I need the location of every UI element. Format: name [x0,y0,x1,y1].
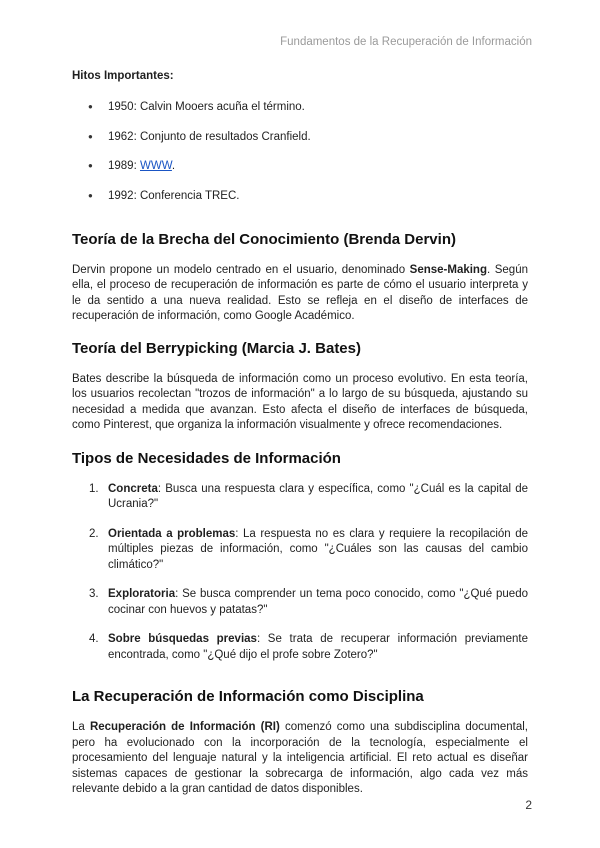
page-number: 2 [525,798,532,812]
running-header: Fundamentos de la Recuperación de Información [280,36,532,48]
needs-list [72,482,528,664]
list-item: 2. Orientada a problemas: La respuesta no es clara y requiere la recopilación de múltiples piezas de información, como "¿Cuáles son las causas del cambio climático?" [89,527,529,571]
discipline-paragraph: La Recuperación de Información (RI) comenzó como una subdisciplina documental, pero ha evolucionado con la incorporación de la tecnología, especialmente el procesamiento del lenguaje natural y la inteligencia artificial. El reto actual es diseñar sistemas capaces de gestionar la sobrecarga de información, algo cada vez más relevante debido a la gran cantidad de datos disponibles. [72,721,528,795]
list-item: 4. Sobre búsquedas previas: Se trata de recuperar información previamente encontrada, como "¿Qué dijo el profe sobre Zotero?" [89,633,528,661]
list-item: ● 1989: WWW. [72,159,528,173]
dervin-paragraph: Dervin propone un modelo centrado en el usuario, denominado Sense-Making. Según ella, el proceso de recuperación de información es parte de cómo el usuario interpreta y le da sentido a una nueva realidad. Esto se refleja en el diseño de interfaces de recuperación de información, como Google Académico. [72,263,528,322]
dervin-heading: Teoría de la Brecha del Conocimiento (Brenda Dervin) [72,230,456,248]
milestones-title: Hitos Importantes: [72,70,174,82]
list-item: 3. Exploratoria: Se busca comprender un tema poco conocido, como "¿Qué puedo cocinar con huevos y patatas?" [89,588,528,616]
list-item: ● 1992: Conferencia TREC. [72,189,528,203]
bates-paragraph: Bates describe la búsqueda de información como un proceso evolutivo. En esta teoría, los usuarios recolectan "trozos de información" a lo largo de su búsqueda, ajustando su necesidad a medida que avanzan. Esto afecta el diseño de interfaces de búsqueda, como Pinterest, que organiza la información visualmente y ofrece recomendaciones. [72,372,528,431]
bates-heading: Teoría del Berrypicking (Marcia J. Bates) [72,339,361,357]
list-item: ● 1950: Calvin Mooers acuña el término. [72,100,528,114]
milestones-list [72,100,528,203]
page-content [72,70,528,798]
list-item: 1. Concreta: Busca una respuesta clara y específica, como "¿Cuál es la capital de Ucrania?" [89,482,528,510]
www-link[interactable]: WWW [139,160,172,172]
list-item: ● 1962: Conjunto de resultados Cranfield. [72,130,528,144]
discipline-heading: La Recuperación de Información como Disciplina [72,688,424,705]
needs-heading: Tipos de Necesidades de Información [72,449,341,467]
